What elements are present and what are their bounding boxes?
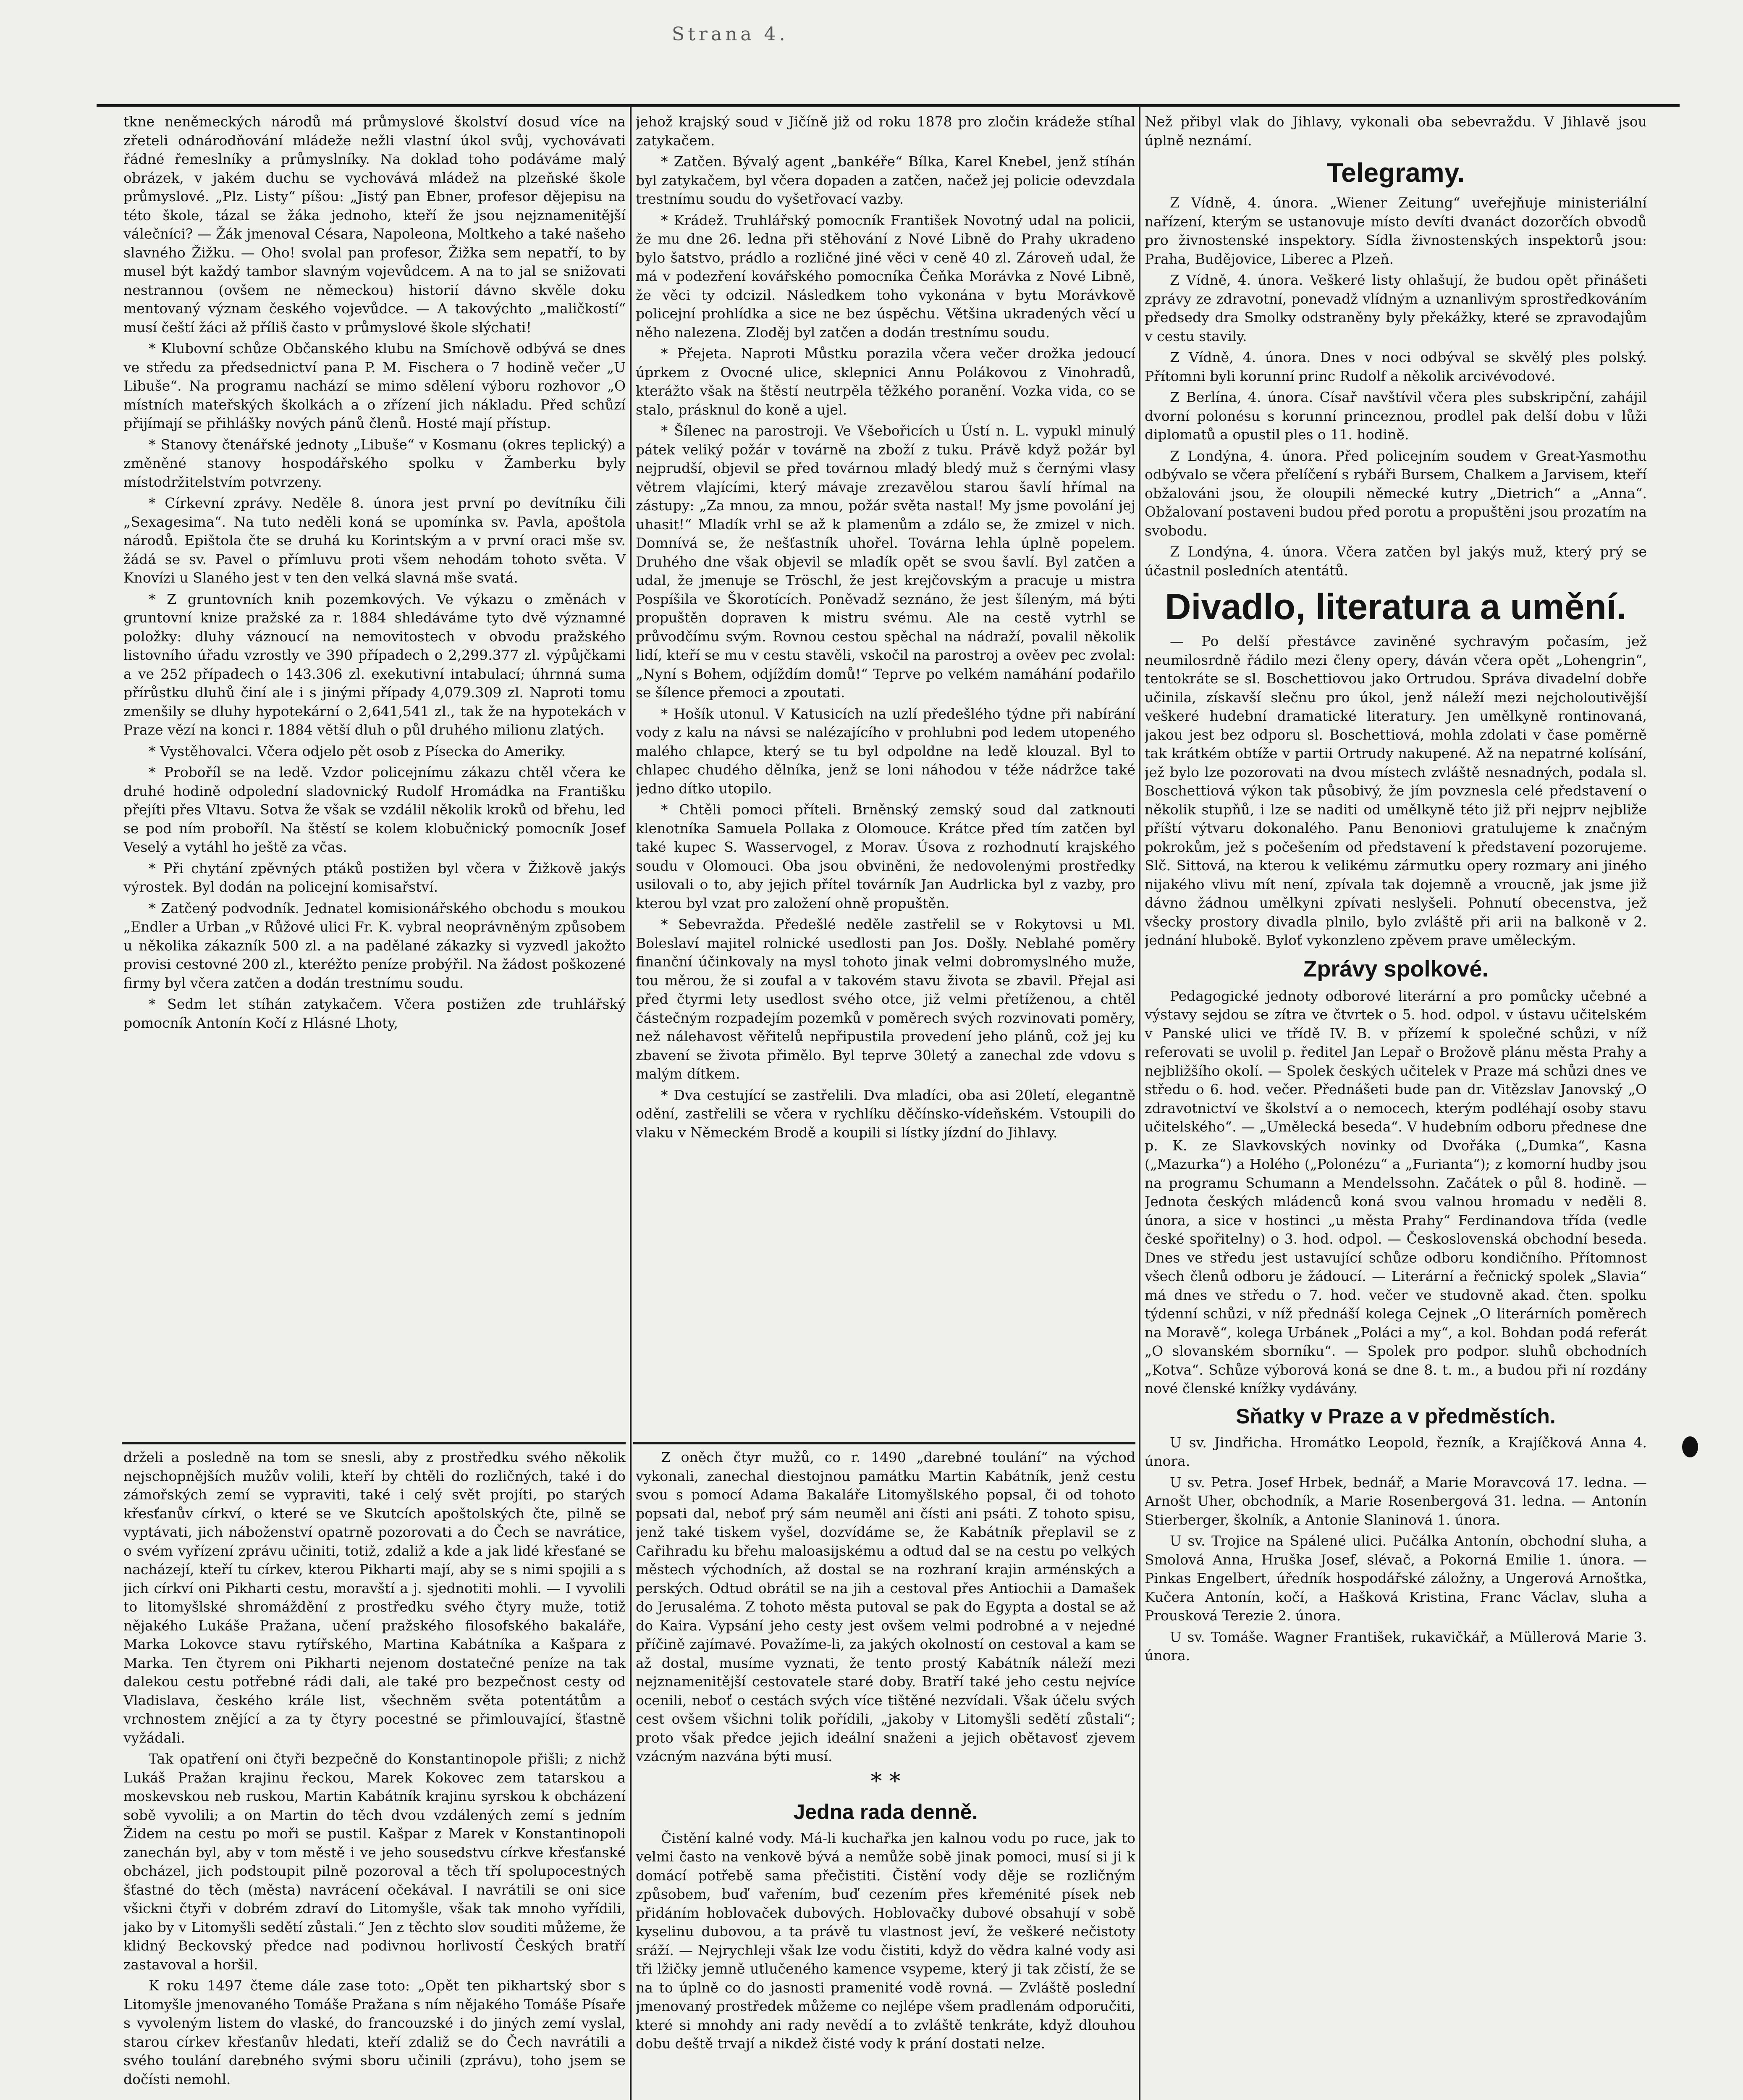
rada-heading: Jedna rada denně. — [793, 1800, 978, 1824]
feuilleton-paragraph: Tak opatření oni čtyři bezpečně do Konstantinopole přišli; z nichž Lukáš Pražan krajinu řeckou, Marek Kokovec zem tatarskou a moskevskou neb ruskou, Martin Kabátník krajinu syrskou k obcházení sobě vyvolili; a on Martin do těch dvou vzdálených zemí s jedním Židem na cestu po moři se pustil. Kašpar z Marek v Konstantinopoli zanechán byl, aby v tom městě i ve jeho sousedstvu církve křesťanské obcházel, jich podstoupit pilně pozoroval a těch tří spolupocestných šťastné do těch (města) navrácení očekával. I navrátili se oni sice všickni čtyři v dobrém zdraví do Litomyšle, však tak mnoho vyřídili, jako by v Litomyšli sedětí zůstali.“ Jen z těchto slov souditi můžeme, že klidný Beckovský předce nad podivnou horlivostí Českých bratří zastavoval a horšil. — [123, 1751, 626, 1973]
telegramy-heading: Telegramy. — [1326, 158, 1465, 188]
article-paragraph: * Šílenec na parostroji. Ve Všebořicích u Ústí n. L. vypukl minulý pátek veliký požár v továrně na zboží z tuku. Právě když požár byl nejprudší, objevil se před továrnou mladý bledý muž s černými vlasy větrem vlajícími, který mávaje zrezavělou starou šavlí hřímal na zástupy: „Za mnou, za mnou, požár světa nastal! My jsme povolání jej uhasit!“ Mladík vrhl se až k plamenům a zdálo se, že zmizel v nich. Domnívá se, že nešťastník uhořel. Továrna lehla úplně popelem. Druhého dne však objevil se mladík opět se svou šavlí. Byl zatčen a udal, že jmenuje se Tröschl, že jest krejčovským a pracuje u mistra Pospíšila ve Škorotících. Poněvadž seznáno, že jest šíleným, má býti propuštěn dopraven k mistru svému. Ale na cestě vytrhl se průvodčímu svým. Rovnou cestou spěchal na nádraží, povalil několik lidí, kteří se mu v cestu stavěli, vskočil na parostroj a ověev pec zvolal: „Nyní s Bohem, odjíždím domů!“ Teprve po velkém namáhání podařilo se šílence přemoci a zpoutati. — [636, 423, 1135, 701]
feuilleton-paragraph: K roku 1497 čteme dále zase toto: „Opět ten pikhartský sbor s Litomyšle jmenovaného Tomáše Pražana s ním nějakého Tomáše Písaře s vyvoleným listem do vlaské, do francouzské i do jiných zemí vyslal, starou církev křesťanův hledati, kteří zdaliž se do Čech navrátili a svého toulání darebného svými sboru učinili (zprávu), toho jsem se dočísti nemohl. — [123, 1977, 626, 2087]
binding-hole — [1682, 1436, 1698, 1457]
snatky-item: U sv. Jindřicha. Hromátko Leopold, řezník, a Krajíčková Anna 4. února. — [1145, 1434, 1647, 1469]
article-paragraph: * Hošík utonul. V Katusicích na uzlí předešlého týdne při nabírání vody z kalu na návsi se nalézajícího v prohlubni pod ledem utopeného malého chlapce, který se tu byl odpoldne na ledě klouzal. Byl to chlapec chudého dělníka, jenž se loni náhodou v téže nádržce také jedno dítko utopilo. — [636, 705, 1135, 797]
article-paragraph: tkne neněmeckých národů má průmyslové školství dosud více na zřeteli odnárodňování mládeže nežli vlastní úkol svůj, vychovávati řádné řemeslníky a průmyslníky. Na doklad toho podáváme malý obrázek, v jakém duchu se vychovává mládež na plzeňské škole průmyslové. „Plz. Listy“ píšou: „Jistý pan Ebner, profesor dějepisu na této škole, tázal se žáka jednoho, kteří že jsou nejznamenitější válečníci? — Žák jmenoval Césara, Napoleona, Moltkeho a také našeho slavného Žižku. — Oho! svolal pan profesor, Žižka sem nepatří, to by musel být každý tambor slavným vojevůdcem. A na to jal se snižovati nestrannou (ovšem ne německou) historií dávno skvěle doku mentovaný význam českého vojevůdce. — A takovýchto „maličkostí“ musí čeští žáci až příliš často v průmyslové škole slýchati! — [123, 113, 626, 336]
telegram-item: Z Vídně, 4. února. Dnes v noci odbýval se skvělý ples polský. Přítomni byli korunní princ Rudolf a několik arcivévodové. — [1145, 349, 1647, 384]
article-paragraph: * Stanovy čtenářské jednoty „Libuše“ v Kosmanu (okres teplický) a změněné stanovy hospodářského spolku v Žamberku byly místodržitelstvím potvrzeny. — [123, 436, 626, 490]
telegram-item: Z Londýna, 4. února. Včera zatčen byl jakýs muž, který prý se účastnil posledních atentátů. — [1145, 543, 1647, 579]
rada-paragraph: Čistění kalné vody. Má-li kuchařka jen kalnou vodu po ruce, jak to velmi často na venkově bývá a nemůže sobě jinak pomoci, musí si ji k domácí potřebě sama přečistiti. Čistění vody děje se rozličným způsobem, buď vařením, buď cezením přes křeménité písek neb přidáním hoblovaček dubových. Hoblovačky dubové obsahují v sobě kyselinu dubovou, a ta právě tu vlastnost jeví, že veškeré nečistoty sráží. — Nejrychleji však lze vodu čistiti, když do vědra kalné vody asi tři lžičky jemně utlučeného kamence vsypeme, který ji tak zčistí, že se na to úplně co do jasnosti pramenité vodě rovná. — Zvláště poslední jmenovaný prostředek můžeme co nejlépe všem pradlenám odporučiti, které si mnohdy ani rady nevědí a to zvláště tenkráte, když dlouhou dobu deště trvají a nikdež čisté vody k prání dostati nelze. — [636, 1830, 1135, 2052]
article-paragraph: * Z gruntovních knih pozemkových. Ve výkazu o změnách v gruntovní knize pražské za r. 1884 shledáváme tyto dvě významné položky: dluhy váznoucí na nemovitostech v obvodu pražského listovního úřadu vzrostly ve 390 případech o 2,299.377 zl. výpůjčkami a ve 252 případech o 143.306 zl. exekutivní intabulací; úhrnná suma přírůstku dluhů činí ale i s jinými případy 4,079.309 zl. Naproti tomu zmenšily se dluhy hypotekární o 2,641,541 zl., tak že na hypotekách v Praze vězí na konci r. 1884 větší dluh o půl druhého milionu zlatých. — [123, 591, 626, 738]
divadlo-paragraph: — Po delší přestávce zaviněné sychravým počasím, jež neumilosrdně řádilo mezi členy opery, dáván včera opět „Lohengrin“, tentokráte se sl. Boschettiovou jako Ortrudou. Správa divadelní dobře učinila, získavší slečnu pro úkol, jenž náleží mezi nejcholoutivější veškeré hudební dramatické literatury. Jen umělkyně rontinovaná, jakou jest bez odporu sl. Boschettiová, mohla zdolati v čase poměrně tak krátkém obtíže v partii Ortrudy nakupené. Až na nepatrné kolísání, jež bylo lze pozorovati na dvou místech zvláště nesnadných, podala sl. Boschettiová výkon tak působivý, že jím povznesla celé představení o několik stupňů, i lze se naditi od umělkyně této již při nejprv nejbliže příští výtvaru dokonalého. Panu Benoniovi gratulujeme k značným pokrokům, jež s počešením od představení k představení pozorujeme. Slč. Sittová, na kterou k velikému zármutku opery rozmary ani jiného nijakého vlivu mít není, zpívala tak dojemně a vroucně, jak jsme již dávno žádnou umělkyni zpívati neslyšeli. Pohnutí obecenstva, jež všecky prostory divadla plnilo, bylo zvláště při arii na balkoně v 2. jednání hlubokě. Byloť vykonzleno zpěvem prave uměleckým. — [1145, 633, 1647, 948]
feuilleton-paragraph: Z oněch čtyr mužů, co r. 1490 „darebné toulání“ na východ vykonali, zanechal diestojnou památku Martin Kabátník, jenž cestu svou s pomocí Adama Bakaláře Litomyšlského popsal, či od tohoto popsati dal, neboť prý sám neuměl ani čísti ani psáti. Z tohoto spisu, jenž také tiskem vyšel, dozvídáme se, že Kabátník přeplavil se z Cařihradu ku břehu maloasijskému a odtud dal se na cestu po velkých městech východních, až dostal se na rozhraní krajin arménských a perských. Odtud obrátil se na jih a cestoval přes Antiochii a Damašek do Jerusaléma. Z tohoto města putoval se pak do Egypta a dostal se až do Kaira. Vypsání jeho cesty jest ovšem velmi podrobné a v nejedné příčině zajímavé. Považíme-li, za jakých okolností on cestoval a kam se až dostal, musíme vyznati, že tento prostý Kabátník náleží mezi nejznamenitější cestovatele staré doby. Bratří také jeho cestu nejvíce ocenili, neboť o cestách svých více tištěné nezvídali. Však účelu svých cest ovšem všichni tolik pořídili, „jakoby v Litomyšli sedětí zůstali“; proto však předce jejich ideální snaženi a jejich obětavosť zjevem vzácným nazvána býti musí. — [636, 1449, 1135, 1764]
article-paragraph: * Sebevražda. Předešlé neděle zastřelil se v Rokytovsi u Ml. Boleslaví majitel rolnické usedlosti pan Jos. Došly. Neblahé poměry finanční účinkovaly na mysl tohoto jinak velmi dobromyslného muže, tou měrou, že si zoufal a v takovém stavu života se zbavil. Přejal asi před čtyrmi lety usedlost svého otce, již velmi přetíženou, a chtěl částečným rozpadejím pozemků v poměrech svých rozvinovati poměry, než nálehavost věřitelů nepřipustila provedení jeho plánů, což jej ku zbavení se života přimělo. Byl teprve 30letý a zanechal zde vdovu s malým dítkem. — [636, 916, 1135, 1082]
section-stars: * * — [870, 1767, 901, 1794]
telegram-item: Z Berlína, 4. února. Císař navštívil včera ples subskripční, zahájil dvorní polonésu s korunní princeznou, prodlel pak delší dobu v lůži diplomatů a opustil ples o 11. hodině. — [1145, 389, 1647, 443]
article-paragraph: * Církevní zprávy. Neděle 8. února jest první po devítníku čili „Sexagesima“. Na tuto neděli koná se upomínka sv. Pavla, apoštola národů. Epištola čte se druhá ku Korintským a v první oraci mše sv. žádá se sv. Pavel o přímluvu proti všem nehodám tohoto světa. V Knovízi u Slaného jest v ten den velká slavná mše svatá. — [123, 495, 626, 586]
top-border — [97, 104, 1680, 107]
article-paragraph: * Sedm let stíhán zatykačem. Včera postižen zde truhlářský pomocník Antonín Kočí z Hlásné Lhoty, — [123, 996, 626, 1031]
zpravy-paragraph: Pedagogické jednoty odborové literární a pro pomůcky učebné a výstavy sejdou se zítra ve čtvrtek o 5. hod. odpol. v ústavu učitelském v Panské ulici ve třídě IV. B. v přízemí k společné schůzi, v níž referovati se uvolil p. ředitel Jan Lepař o Brožově plánu města Prahy a nejbližšího okolí. — Spolek českých učitelek v Praze má schůzi dnes ve středu o 6. hod. večer. Přednášeti bude pan dr. Vitězslav Janovský „O zdravotnictví ve školství a o nemocech, kterým podléhají osoby stavu učitelského“. — „Umělecká beseda“. V hudebním odboru přednese dne p. K. ze Slavkovských novinky od Dvořáka („Dumka“, Kasna („Mazurka“) a Holého („Polonézu“ a „Furianta“); z komorní hudby jsou na programu Schumann a Mendelssohn. Začátek o půl 8. hodině. — Jednota českých mládenců koná svou valnou hromadu v neděli 8. února, a sice v hostinci „u města Prahy“ Ferdinandova třída (vedle české spořitelny) o 3. hod. odpol. — Československá obchodní beseda. Dnes ve středu jest ustavující schůze odboru kondičního. Přítomnost všech členů odboru je žádoucí. — Literární a řečnický spolek „Slavia“ má dnes ve středu o 7. hod. večer ve studovně akad. čten. spolku týdenní schůzi, v níž přednáší kolega Cejnek „O literárních poměrech na Moravě“, kolega Urbánek „Poláci a my“, a kol. Bohdan podá referát „O slovanském sborníku“. — Spolek pro podpor. sluhů obchodních „Kotva“. Schůze výborová koná se dne 8. t. m., a budou při ní rozdány nové členské knížky vydávány. — [1145, 987, 1647, 1396]
snatky-item: U sv. Trojice na Spálené ulici. Pučálka Antonín, obchodní sluha, a Smolová Anna, Hruška Josef, slévač, a Pokorná Emilie 1. února. — Pinkas Engelbert, úředník hospodářské záložny, a Ungerová Arnoštka, Kučera Antonín, kočí, a Hašková Kristina, Franc Václav, sluha a Prousková Terezie 2. února. — [1145, 1533, 1647, 1624]
telegram-item: Z Vídně, 4. února. Veškeré listy ohlašují, že budou opět přinášeti zprávy ze zdravotní, ponevadž vlídným a uznanlivým sprostředkováním předsedy dra Smolky odstraněny byly překážky, které se zpravodajům v cestu stavily. — [1145, 272, 1647, 344]
article-paragraph: * Klubovní schůze Občanského klubu na Smíchově odbývá se dnes ve středu za předsednictví pana P. M. Fischera o 7 hodině večer „U Libuše“. Na programu nachází se mimo sdělení výboru rozhovor „O místních mateřských školkách a o zřízení jich nákladu. Před schůzí přijímají se přihlášky nových pánů členů. Hosté mají přístup. — [123, 340, 626, 431]
article-paragraph: * Krádež. Truhlářský pomocník František Novotný udal na policii, že mu dne 26. ledna při stěhování z Nové Libně do Prahy ukradeno bylo šatstvo, prádlo a rozličné jiné věci v ceně 40 zl. Zároveň udal, že má v podezření kovářského pomocníka Čeňka Morávka z Nové Libně, že věci ty odcizil. Následkem toho vykonána v bytu Morávkově policejní prohlídka a sice ne bez úspěchu. Většina ukradených věcí u něho nalezena. Zloděj byl zatčen a dodán trestnímu soudu. — [636, 212, 1135, 341]
article-paragraph: * Přejeta. Naproti Můstku porazila včera večer drožka jedoucí úprkem z Ovocné ulice, sklepnici Annu Polákovou z Vinohradů, kterážto však na štěstí neutrpěla těžkého poranění. Vozka vida, co se stalo, prásknul do koně a ujel. — [636, 345, 1135, 418]
section-divider-middle — [633, 1442, 1135, 1444]
article-paragraph: * Zatčený podvodník. Jednatel komisionářského obchodu s moukou „Endler a Urban „v Růžové ulici Fr. K. vybral neoprávněným způsobem u několika zákazník 500 zl. a na padělané zákazky si vyzvedl jakožto provisi cestovné 200 zl., kteréžto peníze probýřil. Na žádost poškozené firmy byl včera zatčen a dodán trestnímu soudu. — [123, 900, 626, 991]
left-column-bottom — [123, 1448, 626, 2100]
article-paragraph: * Dva cestující se zastřelili. Dva mladíci, oba asi 20letí, elegantně odění, zastřelili se včera v rychlíku děčínsko-vídeňském. Vstoupili do vlaku v Německém Brodě a koupili si lístky jízdní do Jihlavy. — [636, 1087, 1135, 1141]
feuilleton-paragraph: drželi a posledně na tom se snesli, aby z prostředku svého několik nejschopnějších mužův volili, kteří by chtěli do rozličných, také i do zámořských zemí se vypraviti, také i celý svět projíti, po starých křesťanův církví, o které se ve Skutcích apoštolských čte, pilně se vyptávati, jich náboženství opatrně pozorovati a do Čech se navrátice, o svém vyřízení zprávu učiniti, totiž, zdaliž a kde a jak lidé křesťané se nacházejí, kteří tu církev, kterou Pikharti mají, aby se s nimi spojili a s jich církví oni Pikharti cestu, moravští a j. sjednotiti mohli. — I vyvolili to litomyšlské shromáždění z prostředku svého čtyry muže, totiž nějakého Lukáše Pražana, učení pražského filosofského bakaláře, Marka Lokovce stavu rytířského, Martina Kabátníka a Kašpara z Marka. Ten čtyrem oni Pikharti nejenom dostatečné peníze na tak dalekou cestu potřebné rádi dali, ale také pro bezpečnost cesty od Vladislava, českého krále list, všechněm světa potentátům a vrchnostem znějící a za ty čtyry pocestné se přimlouvající, šťastně vyžádali. — [123, 1449, 626, 1746]
article-paragraph: * Při chytání zpěvných ptáků postižen byl včera v Žižkově jakýs výrostek. Byl dodán na policejní komisařství. — [123, 860, 626, 895]
page-number: Strana 4. — [672, 24, 789, 45]
article-paragraph: * Chtěli pomoci příteli. Brněnský zemský soud dal zatknouti klenotníka Samuela Pollaka z Olomouce. Krátce před tím zatčen byl také kupec S. Wasservogel, z Morav. Úsova z rozhodnutí krajského soudu v Olomouci. Oba jsou obviněni, že nedovolenými prostředky usilovali o to, aby jejich přítel továrník Jan Audrlicka byl z vazby, pro kterou byl vzat pro založení ohně propuštěn. — [636, 801, 1135, 911]
column-divider-1 — [630, 105, 632, 2100]
snatky-item: U sv. Tomáše. Wagner František, rukavičkář, a Müllerová Marie 3. února. — [1145, 1628, 1647, 1664]
snatky-heading: Sňatky v Praze a v předměstích. — [1236, 1404, 1556, 1428]
article-paragraph: * Vystěhovalci. Včera odjelo pět osob z Písecka do Ameriky. — [149, 743, 566, 759]
telegram-item: Z Londýna, 4. února. Před policejním soudem v Great-Yasmothu odbývalo se včera přelíčení s rybáři Bursem, Chalkem a Jarvisem, kteří obžalováni jsou, že oloupili německé kutry „Dietrich“ a „Anna“. Obžalovaní postaveni budou před porotu a propuštěni jsou prozatím na svobodu. — [1145, 447, 1647, 539]
middle-column-top — [636, 113, 1135, 1440]
section-divider-left — [122, 1442, 626, 1444]
left-column-top — [123, 113, 626, 1440]
zpravy-heading: Zprávy spolkové. — [1303, 956, 1489, 982]
article-paragraph: jehož krajský soud v Jičíně již od roku 1878 pro zločin krádeže stíhal zatykačem. — [636, 113, 1135, 149]
right-column — [1145, 113, 1647, 2100]
column-divider-2 — [1139, 105, 1140, 2100]
article-paragraph: * Zatčen. Bývalý agent „bankéře“ Bílka, Karel Knebel, jenž stíhán byl zatykačem, byl včera dopaden a zatčen, načež jej policie odevzdala trestnímu soudu do vyšetřovací vazby. — [636, 153, 1135, 207]
divadlo-heading: Divadlo, literatura a umění. — [1165, 587, 1627, 627]
article-paragraph: * Proboříl se na ledě. Vzdor policejnímu zákazu chtěl včera ke druhé hodině odpolední sladovnický Rudolf Hromádka na Františku přejíti přes Vltavu. Sotva že však se vzdálil několik kroků od břehu, led se pod ním proboříl. Na štěstí se kolem klobučnický pomocník Josef Veselý a vytáhl ho ještě za včas. — [123, 764, 626, 855]
telegram-item: Z Vídně, 4. února. „Wiener Zeitung“ uveřejňuje ministeriální nařízení, kterým se ustanovuje místo devíti dvanáct dozorčích obvodů pro živnostenské inspektory. Sídla živnostenských inspektorů jsou: Praha, Budějovice, Liberec a Plzeň. — [1145, 194, 1647, 267]
article-continuation: Než přibyl vlak do Jihlavy, vykonali oba sebevraždu. V Jihlavě jsou úplně neznámí. — [1145, 113, 1647, 149]
snatky-item: U sv. Petra. Josef Hrbek, bednář, a Marie Moravcová 17. ledna. — Arnošt Uher, obchodník, a Marie Rosenbergová 31. ledna. — Antonín Stierberger, školník, a Antonie Slaninová 1. února. — [1145, 1474, 1647, 1528]
middle-column-bottom — [636, 1448, 1135, 2100]
